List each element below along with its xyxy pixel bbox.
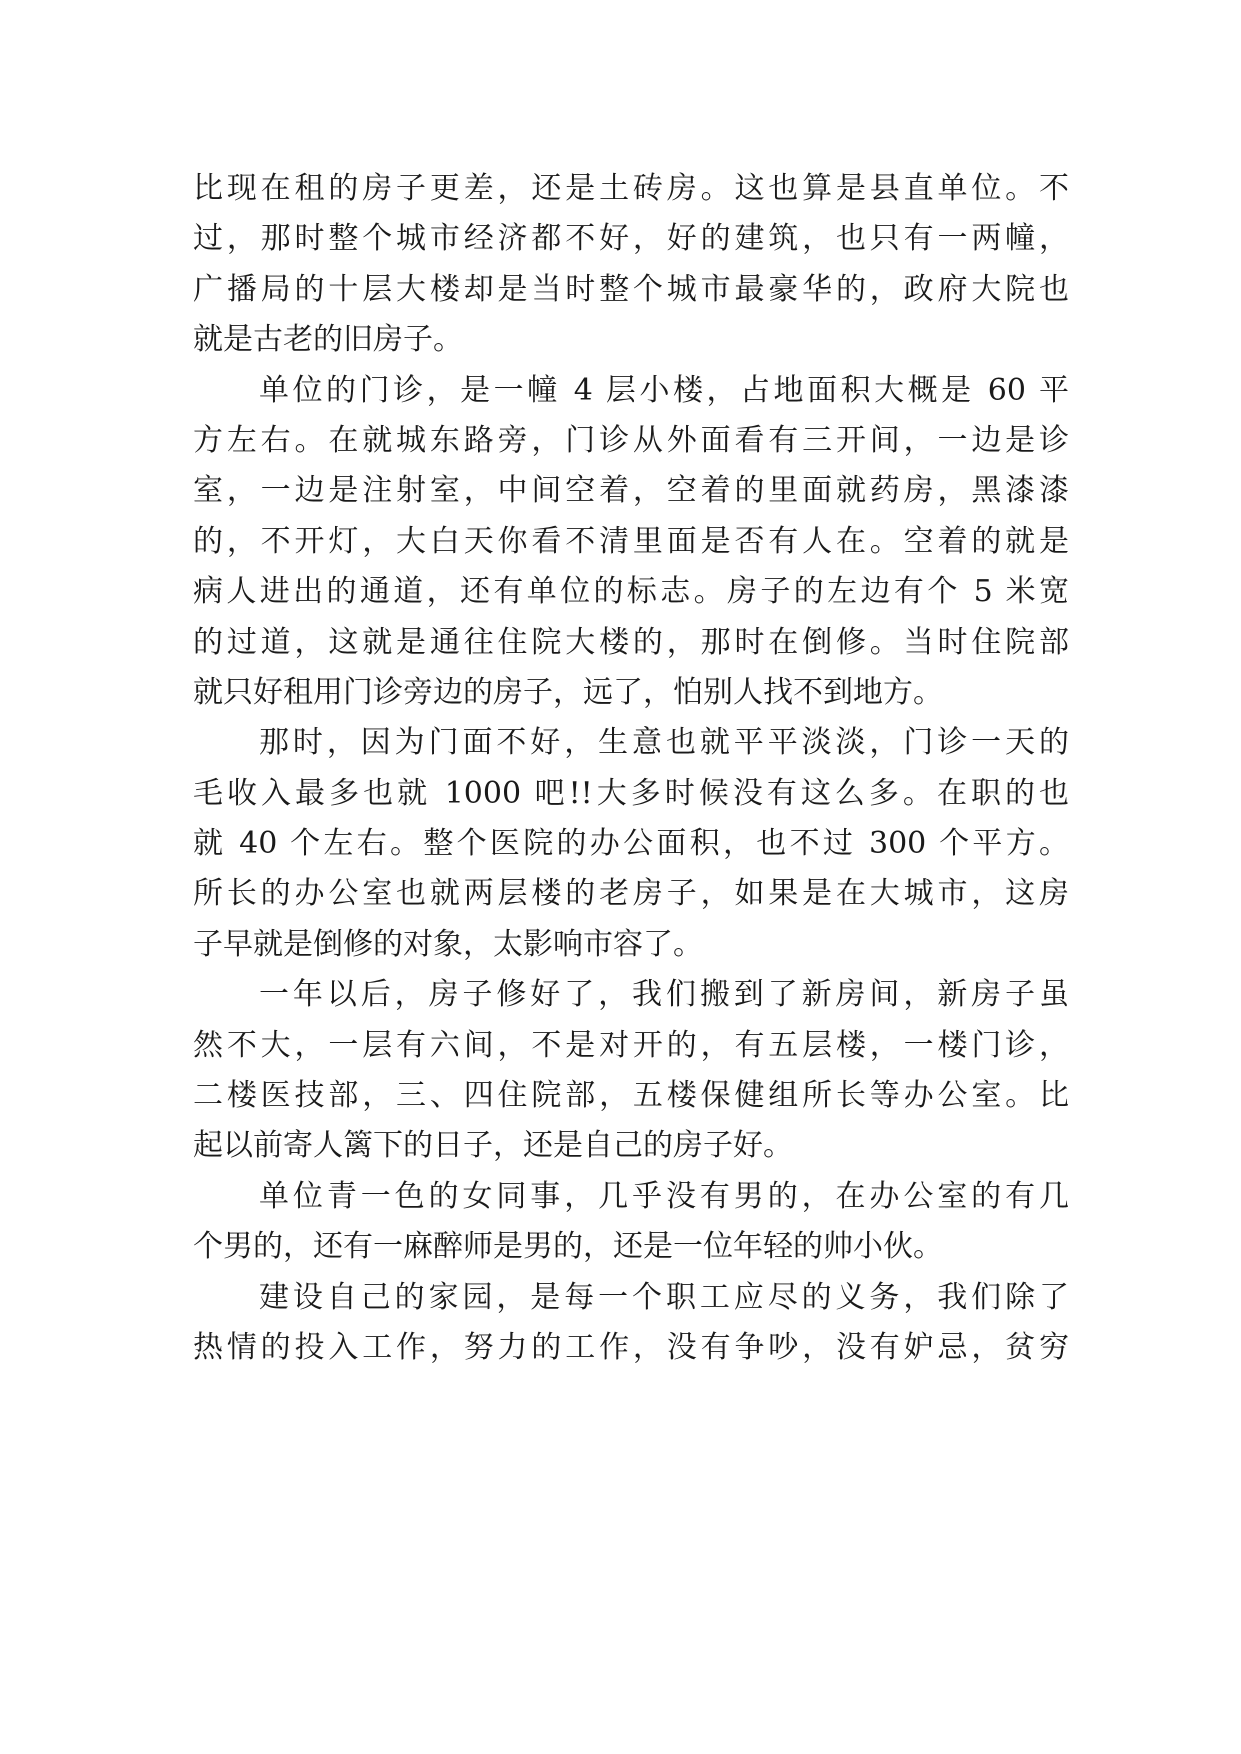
text-line: 个男的，还有一麻醉师是男的，还是一位年轻的帅小伙。 (193, 1229, 943, 1265)
text-line: 子早就是倒修的对象，太影响市容了。 (193, 926, 703, 962)
paragraph (193, 718, 1069, 970)
text-line: 的，不开灯，大白天你看不清里面是否有人在。空着的就是 (193, 523, 1069, 559)
text-line: 单位的门诊，是一幢 4 层小楼，占地面积大概是 60 平 (259, 372, 1069, 408)
text-line: 室，一边是注射室，中间空着，空着的里面就药房，黑漆漆 (193, 473, 1069, 509)
paragraph (193, 1172, 1069, 1273)
text-line: 方左右。在就城东路旁，门诊从外面看有三开间，一边是诊 (193, 422, 1069, 458)
text-line: 建设自己的家园，是每一个职工应尽的义务，我们除了 (259, 1279, 1069, 1315)
text-line: 就是古老的旧房子。 (193, 322, 463, 358)
paragraph (193, 970, 1069, 1172)
text-line: 单位青一色的女同事，几乎没有男的，在办公室的有几 (259, 1178, 1069, 1214)
text-line: 一年以后，房子修好了，我们搬到了新房间，新房子虽 (259, 977, 1069, 1013)
text-line: 毛收入最多也就 1000 吧!!大多时候没有这么多。在职的也 (193, 775, 1069, 811)
text-line: 比现在租的房子更差，还是土砖房。这也算是县直单位。不 (193, 171, 1069, 206)
body-text (193, 164, 1069, 1373)
paragraph (193, 1273, 1069, 1374)
text-line: 广播局的十层大楼却是当时整个城市最豪华的，政府大院也 (193, 271, 1069, 307)
text-line: 起以前寄人篱下的日子，还是自己的房子好。 (193, 1128, 793, 1164)
text-line: 病人进出的通道，还有单位的标志。房子的左边有个 5 米宽 (193, 574, 1069, 610)
text-line: 然不大，一层有六间，不是对开的，有五层楼，一楼门诊， (193, 1027, 1069, 1063)
text-line: 就只好租用门诊旁边的房子，远了，怕别人找不到地方。 (193, 674, 943, 710)
paragraph (193, 366, 1069, 719)
text-line: 二楼医技部，三、四住院部，五楼保健组所长等办公室。比 (193, 1078, 1069, 1114)
text-line: 过，那时整个城市经济都不好，好的建筑，也只有一两幢， (193, 221, 1069, 257)
text-line: 的过道，这就是通往住院大楼的，那时在倒修。当时住院部 (193, 624, 1069, 660)
text-line: 热情的投入工作，努力的工作，没有争吵，没有妒忌，贫穷 (193, 1329, 1069, 1365)
text-line: 所长的办公室也就两层楼的老房子，如果是在大城市，这房 (193, 876, 1069, 912)
text-line: 就 40 个左右。整个医院的办公面积，也不过 300 个平方。 (193, 826, 1069, 862)
text-line: 那时，因为门面不好，生意也就平平淡淡，门诊一天的 (259, 725, 1069, 761)
paragraph (193, 164, 1069, 366)
